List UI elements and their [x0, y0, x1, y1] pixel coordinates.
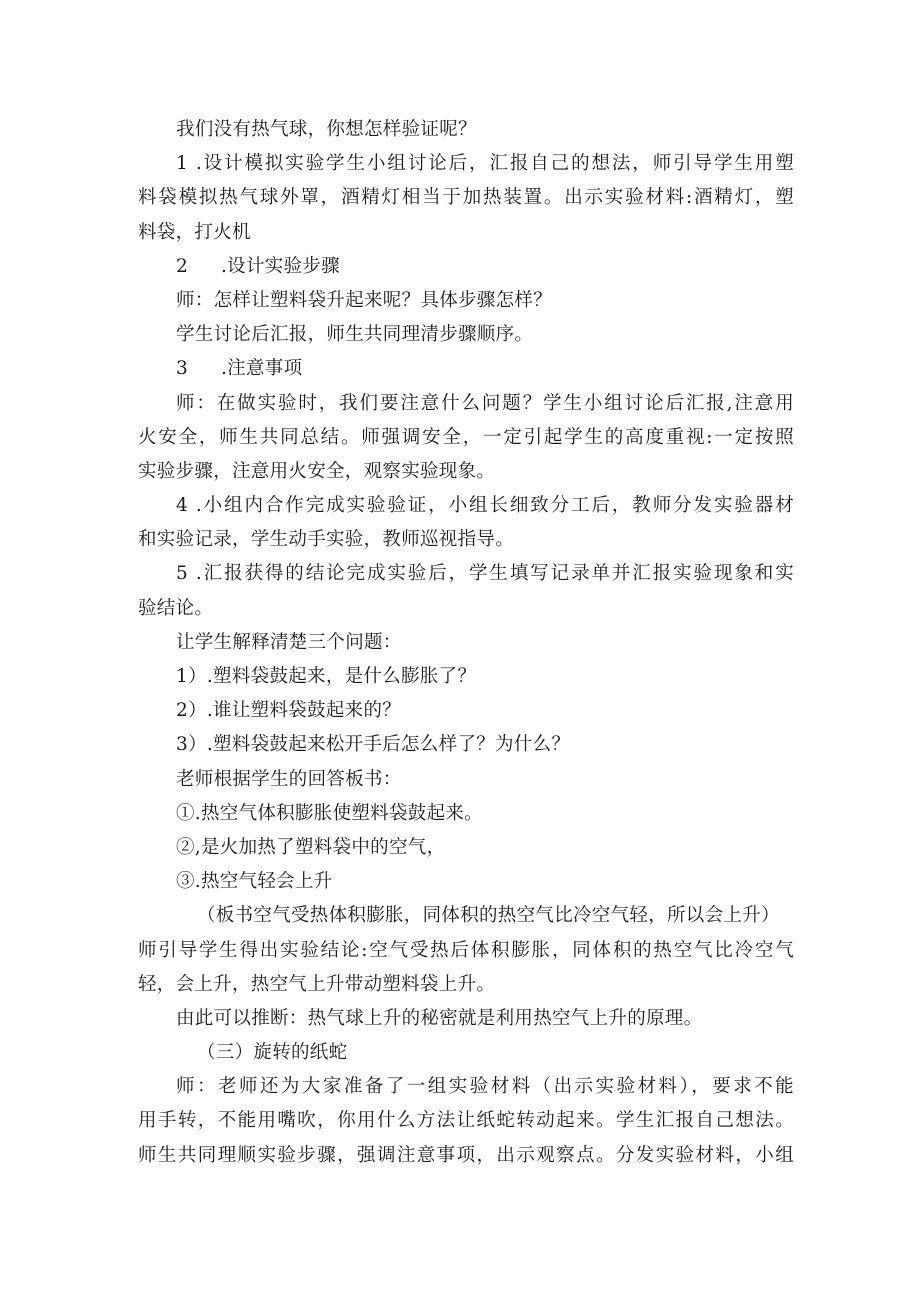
paragraph-line: 和实验记录，学生动手实验，教师巡视指导。 — [138, 529, 515, 551]
question-item: 2）.谁让塑料袋鼓起来的？ — [176, 700, 402, 722]
paragraph-line: 实验步骤，注意用火安全，观察实验现象。 — [138, 460, 496, 482]
board-note-item: ③.热空气轻会上升 — [176, 871, 333, 893]
paragraph-line: 用手转，不能用嘴吹，你用什么方法让纸蛇转动起来。学生汇报自己想法。 — [138, 1110, 794, 1132]
question-item: 1）.塑料袋鼓起来，是什么膨胀了？ — [176, 666, 477, 687]
paragraph-line: 我们没有热气球，你想怎样验证呢？ — [176, 119, 477, 140]
paragraph-line: 4 .小组内合作完成实验验证，小组长细致分工后，教师分发实验器材 — [176, 495, 794, 517]
paragraph-line: 老师根据学生的回答板书： — [176, 768, 402, 790]
paragraph-line: 1 .设计模拟实验学生小组讨论后，汇报自己的想法，师引导学生用塑 — [176, 153, 794, 175]
paragraph-line: 由此可以推断：热气球上升的秘密就是利用热空气上升的原理。 — [176, 1007, 703, 1029]
document-body — [138, 113, 794, 1173]
paragraph-line: （板书空气受热体积膨胀，同体积的热空气比冷空气轻，所以会上升） — [197, 905, 780, 927]
step-heading — [138, 352, 794, 386]
board-note-item: ①.热空气体积膨胀使塑料袋鼓起来。 — [176, 802, 483, 824]
paragraph-line: 验结论。 — [138, 597, 214, 619]
paragraph-line: 让学生解释清楚三个问题： — [176, 631, 402, 653]
section-heading: （三）旋转的纸蛇 — [197, 1042, 348, 1064]
paragraph-line: 师引导学生得出实验结论:空气受热后体积膨胀，同体积的热空气比冷空气 — [138, 939, 794, 961]
step-number: 3 — [176, 358, 189, 380]
paragraph-line: 学生讨论后汇报，师生共同理清步骤顺序。 — [176, 324, 534, 346]
step-heading — [138, 250, 794, 284]
paragraph-line: 师：在做实验时，我们要注意什么问题？学生小组讨论后汇报,注意用 — [176, 392, 794, 414]
paragraph-line: 师：怎样让塑料袋升起来呢？具体步骤怎样？ — [176, 289, 553, 311]
board-note-item: ②,是火加热了塑料袋中的空气， — [176, 836, 446, 858]
paragraph-line: 师：老师还为大家准备了一组实验材料（出示实验材料），要求不能 — [176, 1076, 794, 1098]
paragraph-line: 师生共同理顺实验步骤，强调注意事项，出示观察点。分发实验材料，小组 — [138, 1144, 794, 1166]
paragraph-line: 料袋，打火机 — [138, 221, 251, 243]
step-number: 2 — [176, 255, 189, 277]
paragraph-line: 料袋模拟热气球外罩，酒精灯相当于加热装置。出示实验材料:酒精灯，塑 — [138, 187, 794, 209]
step-title: .注意事项 — [221, 358, 303, 380]
paragraph-line: 轻，会上升，热空气上升带动塑料袋上升。 — [138, 973, 496, 995]
paragraph-line: 5 .汇报获得的结论完成实验后，学生填写记录单并汇报实验现象和实 — [176, 563, 794, 585]
question-item: 3）.塑料袋鼓起来松开手后怎么样了？为什么？ — [176, 734, 571, 756]
step-title: .设计实验步骤 — [221, 255, 340, 277]
paragraph-line: 火安全，师生共同总结。师强调安全，一定引起学生的高度重视:一定按照 — [138, 426, 794, 448]
